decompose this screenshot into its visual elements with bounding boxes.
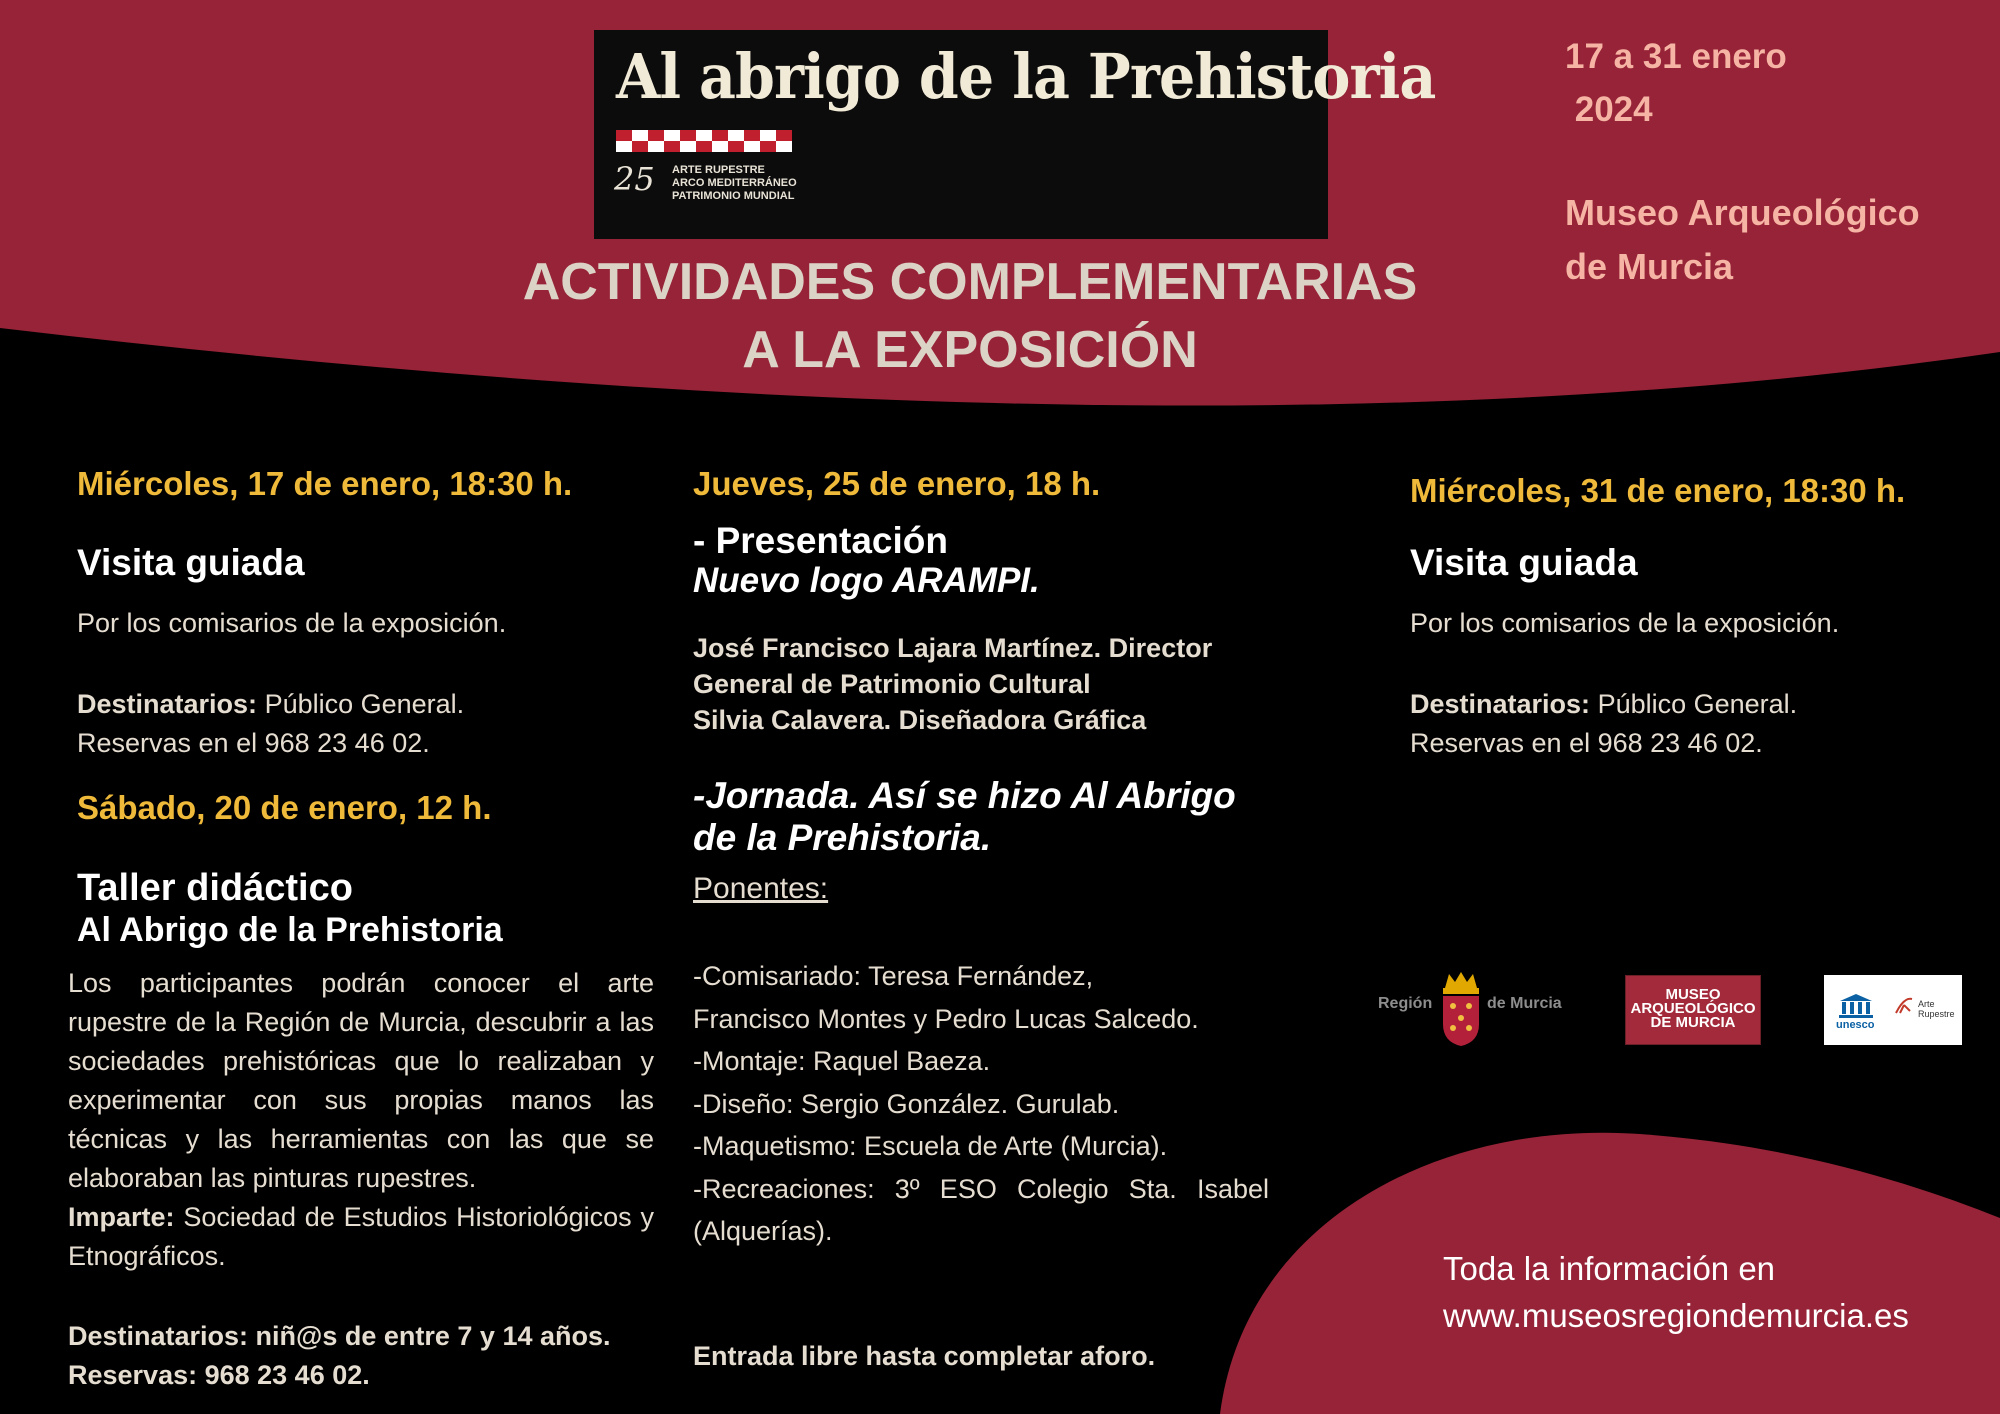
event-title: Visita guiada — [77, 542, 305, 583]
event-description: Por los comisarios de la exposición. — [1410, 608, 1840, 638]
unesco-label: unesco — [1836, 1019, 1875, 1031]
exhibition-logo — [594, 30, 1436, 239]
event-audience: Destinatarios: niñ@s de entre 7 y 14 años. Reservas: 968 23 46 02. — [68, 1321, 611, 1390]
event-audience: Destinatarios: Público General. Reservas en el 968 23 46 02. — [1410, 689, 1798, 758]
list-item: Francisco Montes y Pedro Lucas Salcedo. — [693, 1003, 1199, 1034]
event-description: Por los comisarios de la exposición. — [77, 608, 507, 638]
event-date: Miércoles, 17 de enero, 18:30 h. — [77, 465, 573, 502]
event-title: - Presentación — [693, 520, 948, 561]
event-date: Miércoles, 31 de enero, 18:30 h. — [1410, 472, 1906, 509]
exhibition-logo-subtitle: ARTE RUPESTRE ARCO MEDITERRÁNEO PATRIMONIO MUNDIAL — [672, 164, 797, 202]
footer-info: Toda la información en www.museosregiondemurcia.es — [1443, 1245, 1909, 1339]
exhibition-logo-title: Al abrigo de la Prehistoria — [616, 40, 1436, 113]
list-item: -Recreaciones: 3º ESO Colegio Sta. Isabel — [693, 1173, 1269, 1204]
region-de-murcia-logo: Región de Murcia — [1375, 970, 1575, 1050]
event-title: Taller didáctico — [77, 867, 353, 909]
list-item: -Maquetismo: Escuela de Arte (Murcia). — [693, 1131, 1168, 1161]
checker-pattern-icon — [616, 130, 792, 152]
credits-list — [693, 955, 1269, 1253]
page-title: ACTIVIDADES COMPLEMENTARIAS A LA EXPOSICIÓN — [522, 253, 1418, 379]
sponsor-logos — [1375, 970, 1965, 1050]
list-item: -Montaje: Raquel Baeza. — [693, 1046, 991, 1076]
event-speakers: José Francisco Lajara Martínez. Director General de Patrimonio Cultural Silvia Calavera. Diseñadora Gráfica — [693, 633, 1213, 735]
event-subtitle: Al Abrigo de la Prehistoria — [77, 911, 503, 949]
event-subtitle: Nuevo logo ARAMPI. — [693, 561, 1040, 600]
anniversary-number: 25 — [614, 160, 655, 198]
coat-of-arms-icon — [1437, 970, 1485, 1048]
event-title: -Jornada. Así se hizo Al Abrigo de la Prehistoria. — [693, 775, 1236, 858]
speakers-label: Ponentes: — [693, 872, 829, 905]
event-description: Los participantes podrán conocer el arte rupestre de la Región de Murcia, descubrir a las sociedades prehistóricas que lo realizaban y experimentar con sus propias manos las técnicas y las herramientas con las que se elaboraban las pinturas rupestres. Imparte: Sociedad de Estudios Historiológicos y Etnográficos. — [68, 968, 654, 1271]
website-link[interactable]: www.museosregiondemurcia.es — [1443, 1297, 1909, 1334]
entry-note: Entrada libre hasta completar aforo. — [693, 1341, 1156, 1371]
venue-name: Museo Arqueológico de Murcia — [1565, 192, 1920, 287]
arte-rupestre-label: Arte Rupestre — [1918, 999, 1955, 1019]
exhibition-dates: 17 a 31 enero 2024 — [1565, 37, 1787, 129]
unesco-temple-icon — [1834, 991, 1878, 1021]
list-item: (Alquerías). — [693, 1216, 833, 1246]
event-title: Visita guiada — [1410, 542, 1638, 583]
unesco-arte-rupestre-logo — [1824, 975, 1962, 1045]
event-audience: Destinatarios: Público General. Reservas en el 968 23 46 02. — [77, 689, 465, 758]
museo-arqueologico-logo: MUSEO ARQUEOLÓGICO DE MURCIA — [1625, 975, 1761, 1045]
list-item: -Diseño: Sergio González. Gurulab. — [693, 1088, 1120, 1119]
list-item: -Comisariado: Teresa Fernández, — [693, 961, 1094, 991]
event-date: Sábado, 20 de enero, 12 h. — [77, 789, 492, 826]
arte-rupestre-figure-icon — [1892, 993, 1916, 1017]
event-date: Jueves, 25 de enero, 18 h. — [693, 465, 1101, 502]
